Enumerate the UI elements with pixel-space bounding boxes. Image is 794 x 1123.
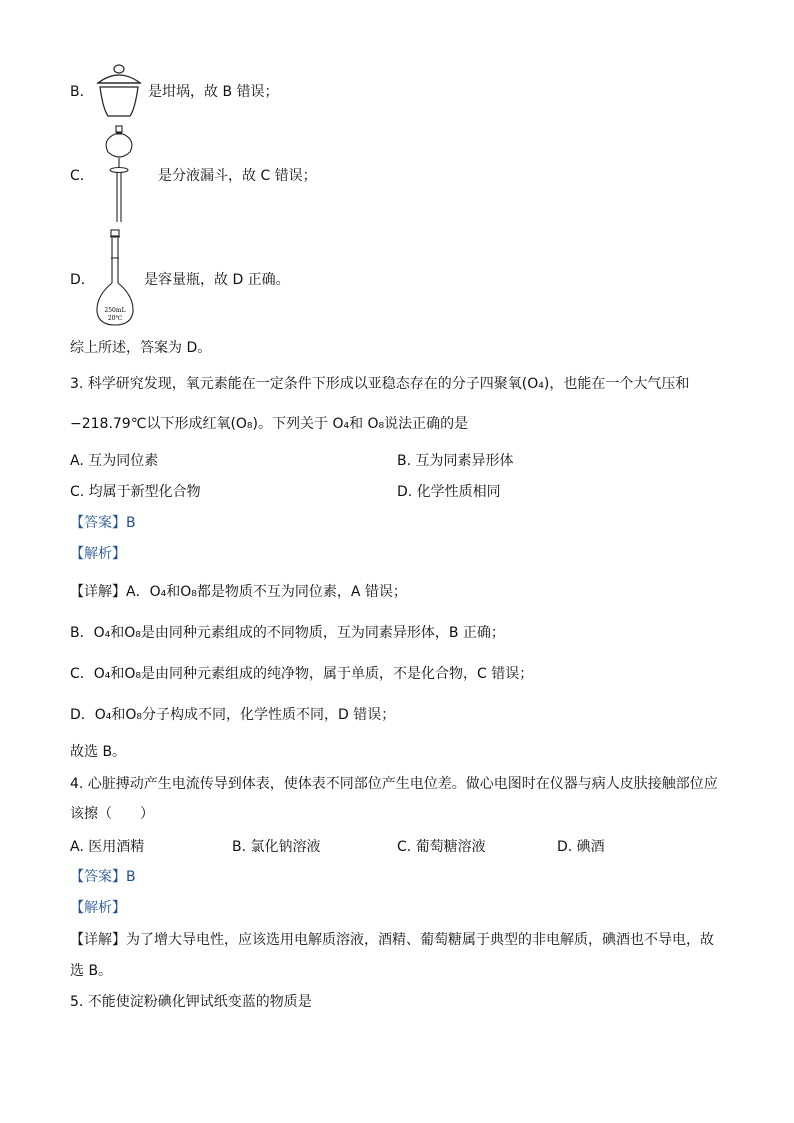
q3-detail-b: B．O₄和O₈是由同种元素组成的不同物质，互为同素异形体，B 正确； bbox=[70, 625, 505, 641]
crucible-icon bbox=[94, 63, 144, 119]
q3-analysis-label: 【解析】 bbox=[70, 546, 126, 562]
option-d-label: D． bbox=[70, 272, 95, 288]
q3-option-d: D. 化学性质相同 bbox=[397, 484, 501, 500]
q4-stem-line-1: 4. 心脏搏动产生电流传导到体表，使体表不同部位产生电位差。做心电图时在仪器与病人皮肤接触部位应 bbox=[70, 776, 718, 792]
flask-mark-volume: 250mL bbox=[104, 307, 126, 314]
q4-option-c: C. 葡萄糖溶液 bbox=[397, 839, 486, 855]
flask-mark-temp: 20℃ bbox=[107, 315, 123, 322]
q4-answer: 【答案】B bbox=[70, 869, 136, 885]
volumetric-flask-icon bbox=[92, 228, 138, 328]
q3-conclusion: 故选 B。 bbox=[70, 744, 127, 760]
q4-option-a: A. 医用酒精 bbox=[70, 839, 145, 855]
option-b-text: 是坩埚，故 B 错误； bbox=[148, 84, 279, 100]
q4-detail-line-2: 选 B。 bbox=[70, 963, 113, 979]
q3-detail-c: C．O₄和O₈是由同种元素组成的纯净物，属于单质，不是化合物，C 错误； bbox=[70, 666, 534, 682]
q3-stem-line-1: 3. 科学研究发现，氧元素能在一定条件下形成以亚稳态存在的分子四聚氧(O₄)，也能在一个大气压和 bbox=[70, 376, 690, 392]
q4-stem-line-2: 该擦（ ） bbox=[70, 806, 154, 822]
q4-detail-line-1: 【详解】为了增大导电性，应该选用电解质溶液，酒精、葡萄糖属于典型的非电解质，碘酒也不导电，故 bbox=[70, 932, 714, 948]
option-c-text: 是分液漏斗，故 C 错误； bbox=[158, 168, 317, 184]
option-c-label: C． bbox=[70, 168, 94, 184]
option-d-text: 是容量瓶，故 D 正确。 bbox=[144, 272, 290, 288]
q5-stem: 5. 不能使淀粉碘化钾试纸变蓝的物质是 bbox=[70, 994, 312, 1010]
q3-option-b: B. 互为同素异形体 bbox=[397, 453, 514, 469]
q3-option-a: A. 互为同位素 bbox=[70, 453, 159, 469]
separatory-funnel-icon bbox=[100, 124, 140, 224]
q3-detail-d: D．O₄和O₈分子构成不同，化学性质不同，D 错误； bbox=[70, 707, 396, 723]
q3-answer: 【答案】B bbox=[70, 515, 136, 531]
option-b-label: B． bbox=[70, 84, 94, 100]
q4-analysis-label: 【解析】 bbox=[70, 900, 126, 916]
summary-line: 综上所述，答案为 D。 bbox=[70, 340, 212, 356]
q4-option-d: D. 碘酒 bbox=[557, 839, 605, 855]
q3-detail-a: 【详解】A．O₄和O₈都是物质不互为同位素，A 错误； bbox=[70, 584, 407, 600]
q4-option-b: B. 氯化钠溶液 bbox=[232, 839, 321, 855]
q3-stem-line-2: −218.79℃以下形成红氧(O₈)。下列关于 O₄和 O₈说法正确的是 bbox=[70, 416, 469, 432]
q3-option-c: C. 均属于新型化合物 bbox=[70, 484, 201, 500]
